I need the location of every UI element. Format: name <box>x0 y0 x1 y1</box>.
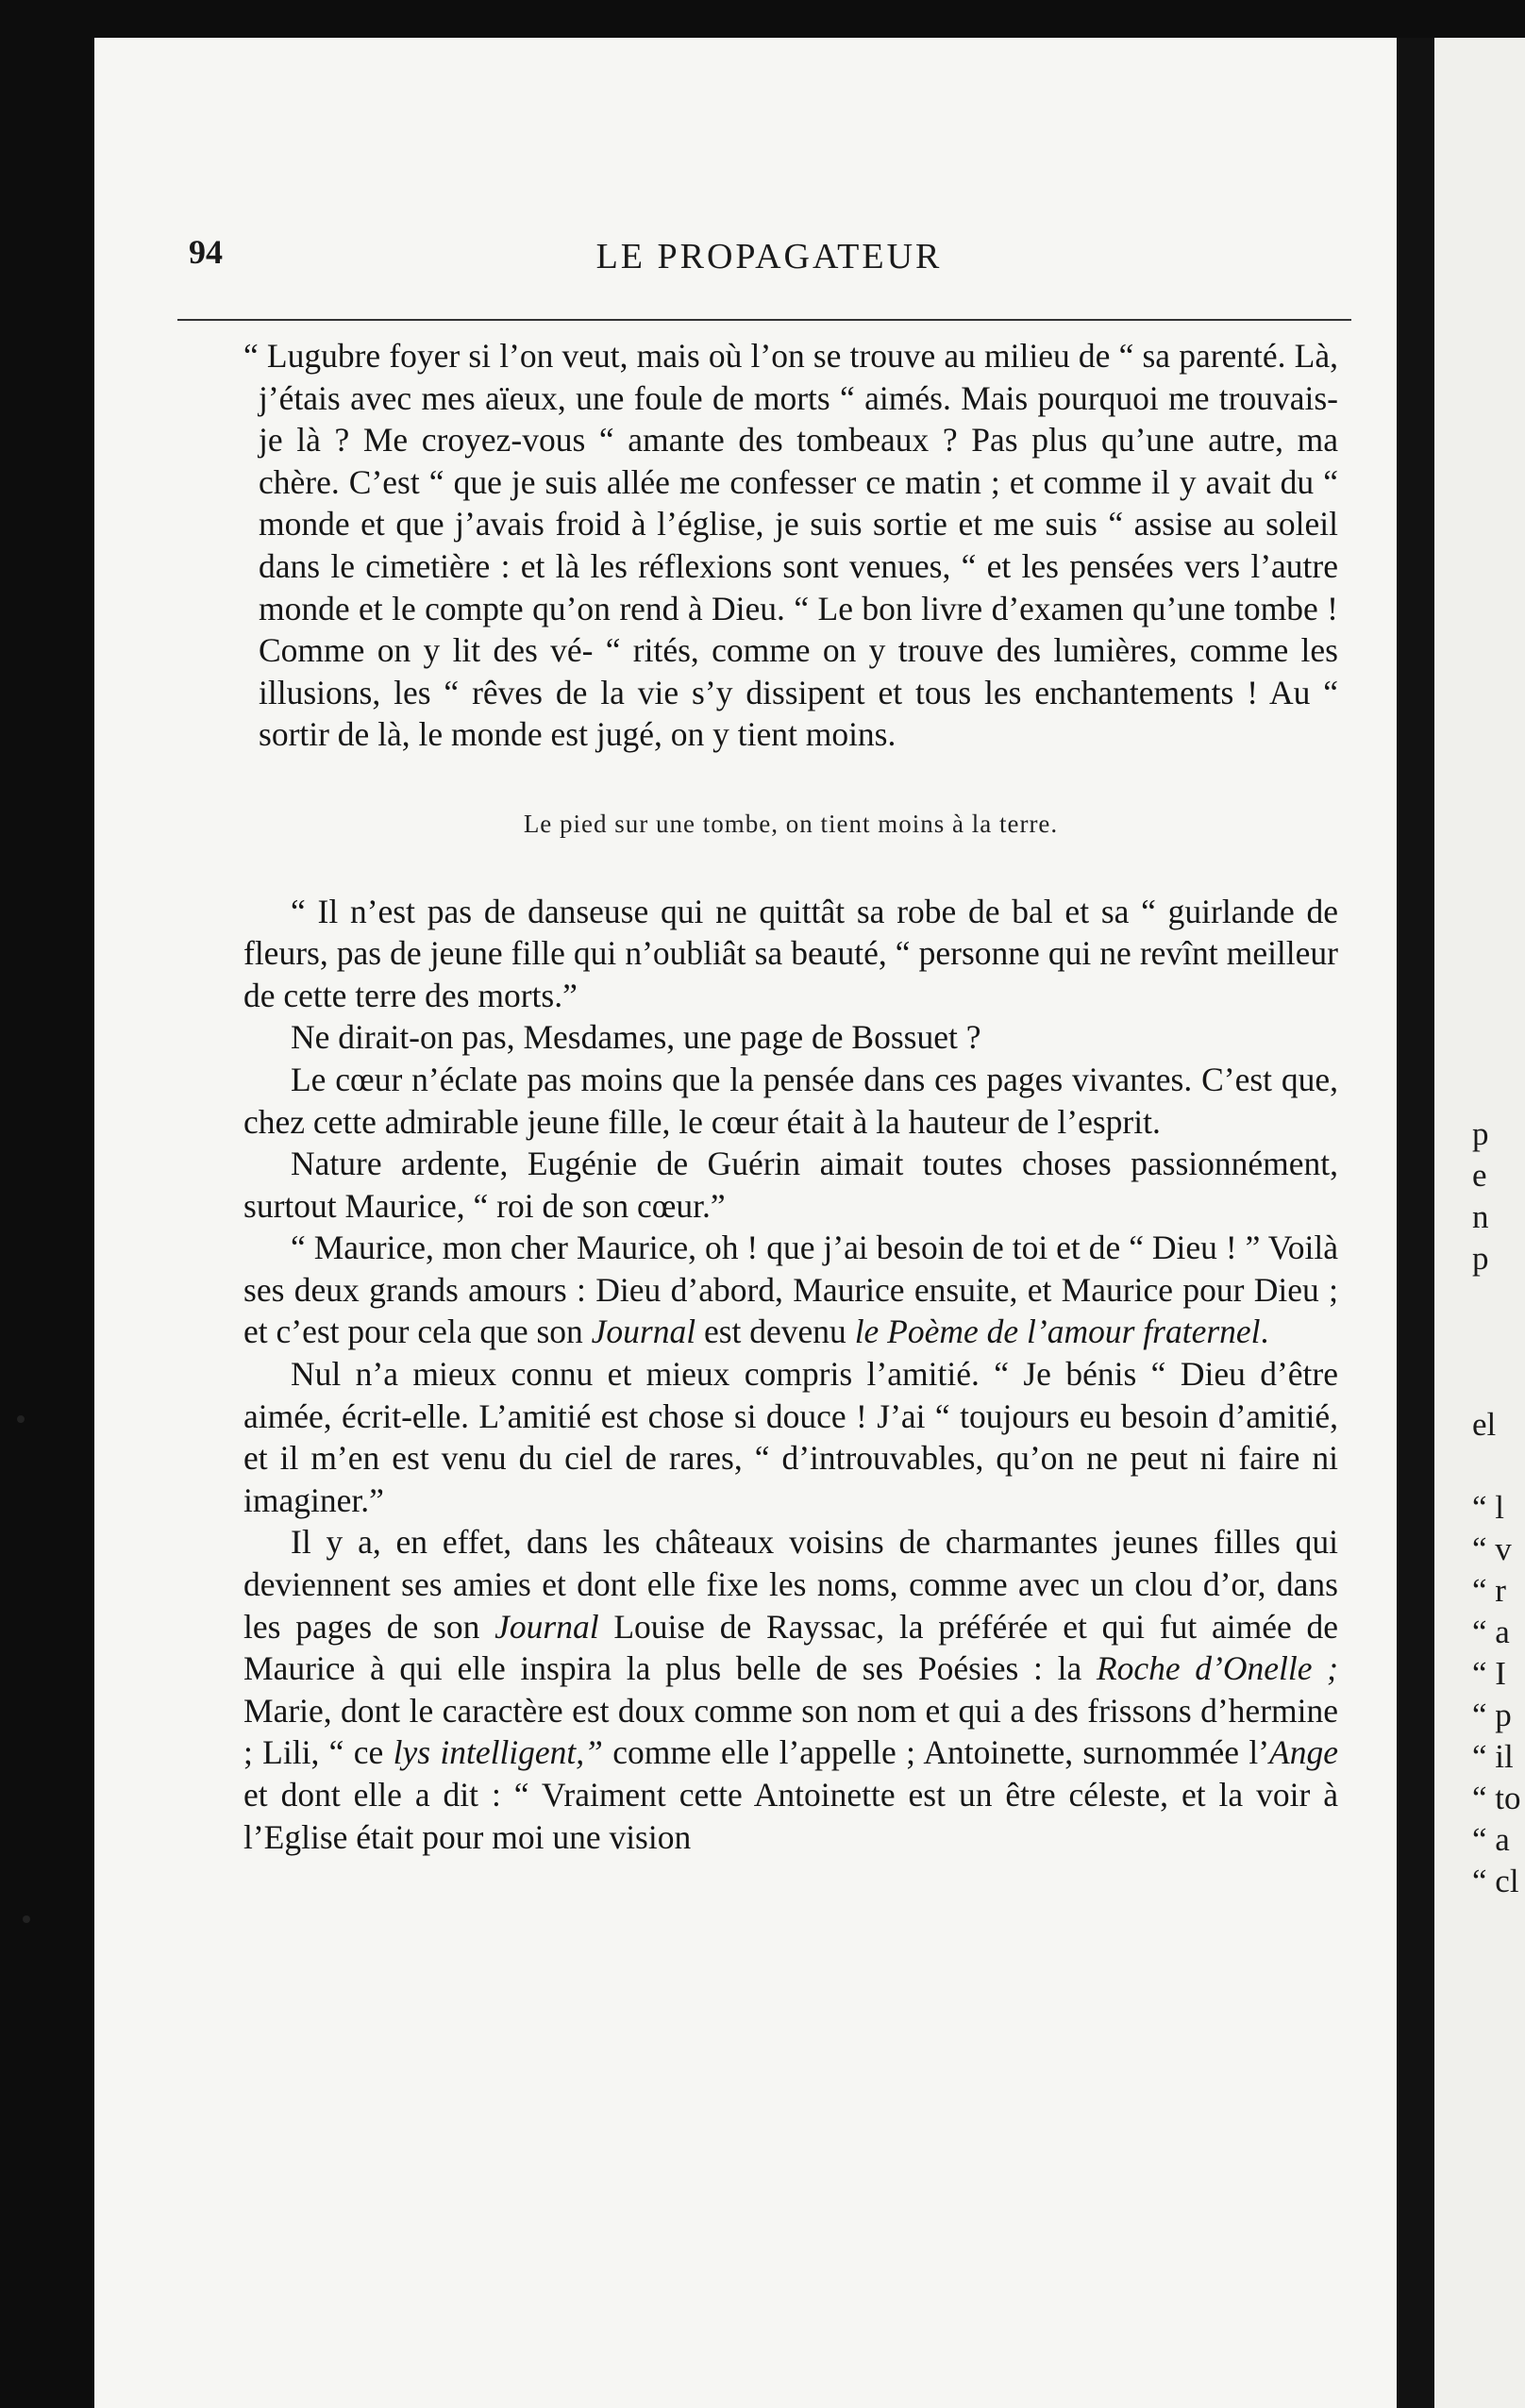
section-caption: Le pied sur une tombe, on tient moins à la terre. <box>523 809 1059 838</box>
paragraph <box>243 1521 1338 1858</box>
fragment-line: p <box>1472 1240 1489 1277</box>
italic-title: le Poème de l’amour fraternel <box>854 1313 1261 1351</box>
adjacent-page-text <box>1472 1113 1521 1902</box>
page-header <box>189 232 1349 289</box>
italic-name: Ange <box>1269 1733 1338 1772</box>
paragraph-text: est devenu <box>695 1313 855 1351</box>
fragment-line: el <box>1472 1406 1497 1443</box>
fragment-line: “ il <box>1472 1738 1514 1775</box>
fragment-line: p <box>1472 1115 1489 1152</box>
body-text <box>243 335 1338 1858</box>
fragment-line: “ a <box>1472 1614 1510 1650</box>
paragraph: “ Il n’est pas de danseuse qui ne quittât sa robe de bal et sa “ guirlande de fleurs, pas de jeune fille qui n’oubliât sa beauté, “ personne qui ne revînt meilleur de cette terre des morts.” <box>243 892 1338 1014</box>
paragraph: Nature ardente, Eugénie de Guérin aimait toutes choses passionnément, surtout Maurice, “ roi de son cœur.” <box>243 1145 1338 1225</box>
header-rule <box>177 319 1351 321</box>
fragment-line: “ v <box>1472 1530 1512 1567</box>
paragraph: Le cœur n’éclate pas moins que la pensée dans ces pages vivantes. C’est que, chez cette admirable jeune fille, le cœur était à la hauteur de l’esprit. <box>243 1060 1338 1141</box>
fragment-line: n <box>1472 1198 1489 1235</box>
fragment-line: “ l <box>1472 1489 1505 1526</box>
paragraph: Ne dirait-on pas, Mesdames, une page de Bossuet ? <box>291 1018 981 1057</box>
italic-title: Roche d’Onelle ; <box>1096 1649 1338 1688</box>
fragment-line: “ to <box>1472 1780 1521 1816</box>
paragraph-text: et dont elle a dit : “ Vraiment cette Antoinette est un être céleste, et la voir à l’Eglise était pour moi une vision <box>243 1776 1338 1856</box>
paragraph: Nul n’a mieux connu et mieux compris l’amitié. “ Je bénis “ Dieu d’être aimée, écrit-elle. L’amitié est chose si douce ! J’ai “ toujours eu besoin d’amitié, et il m’en est venu du ciel de rares, “ d’introuvables, qu’on ne peut ni faire ni imaginer.” <box>243 1355 1338 1519</box>
fragment-line: e <box>1472 1157 1487 1194</box>
fragment-line <box>1472 1363 1521 1404</box>
page-gutter <box>1397 38 1438 2408</box>
page-number: 94 <box>189 233 223 271</box>
fragment-line: “ p <box>1472 1697 1512 1733</box>
paragraph-text: . <box>1260 1313 1269 1351</box>
fragment-line: “ a <box>1472 1821 1510 1858</box>
fragment-line <box>1472 1279 1521 1321</box>
paragraph-text: Il y a, en effet, dans les châteaux voisins de charmantes jeunes filles qui deviennent ses amies et dont elle fixe les noms, comme avec un clou d’or, dans les pages de son <box>243 1523 1338 1646</box>
paragraph: “ Lugubre foyer si l’on veut, mais où l’on se trouve au milieu de “ sa parenté. Là, j’étais avec mes aïeux, une foule de morts “ aimés. Mais pourquoi me trouvais-je là ? Me croyez-vous “ amante des tombeaux ? Pas plus qu’une autre, ma chère. C’est “ que je suis allée me confesser ce matin ; et comme il y avait du “ monde et que j’avais froid à l’église, je suis sortie et me suis “ assise au soleil dans le cimetière : et là les réflexions sont venues, “ et les pensées vers l’autre monde et le compte qu’on rend à Dieu. “ Le bon livre d’examen qu’une tombe ! Comme on y lit des vé- “ rités, comme on y trouve des lumières, comme les illusions, les “ rêves de la vie s’y dissipent et tous les enchantements ! Au “ sortir de là, le monde est jugé, on y tient moins. <box>243 337 1338 754</box>
italic-journal: Journal <box>494 1607 599 1646</box>
paragraph-text: “ Maurice, mon cher Maurice, oh ! que j’ai besoin de toi et de “ Dieu ! ” Voilà ses deux grands amours : Dieu d’abord, Maurice ensuite, et Maurice pour Dieu ; et c’est pour cela que son <box>243 1229 1338 1351</box>
paragraph-text: comme elle l’appelle ; Antoinette, surnommée l’ <box>602 1733 1270 1772</box>
scan-speck <box>17 1415 25 1423</box>
italic-journal: Journal <box>591 1313 696 1351</box>
fragment-line: “ r <box>1472 1572 1506 1609</box>
running-title: LE PROPAGATEUR <box>595 237 943 276</box>
fragment-line <box>1472 1321 1521 1363</box>
scan-speck <box>23 1915 30 1923</box>
italic-phrase: lys intelligent,” <box>393 1733 603 1772</box>
paragraph-text: Louise de Rayssac, la préférée et qui fut aimée de Maurice à qui elle inspira la plus belle de ses Poésies : la <box>243 1607 1338 1688</box>
fragment-line <box>1472 1446 1521 1487</box>
fragment-line: “ I <box>1472 1655 1506 1692</box>
paragraph-text: Marie, dont le caractère est doux comme son nom et qui a des frissons d’hermine ; Lili, “ ce <box>243 1691 1338 1772</box>
paragraph <box>243 1227 1338 1353</box>
fragment-line: “ cl <box>1472 1863 1519 1899</box>
